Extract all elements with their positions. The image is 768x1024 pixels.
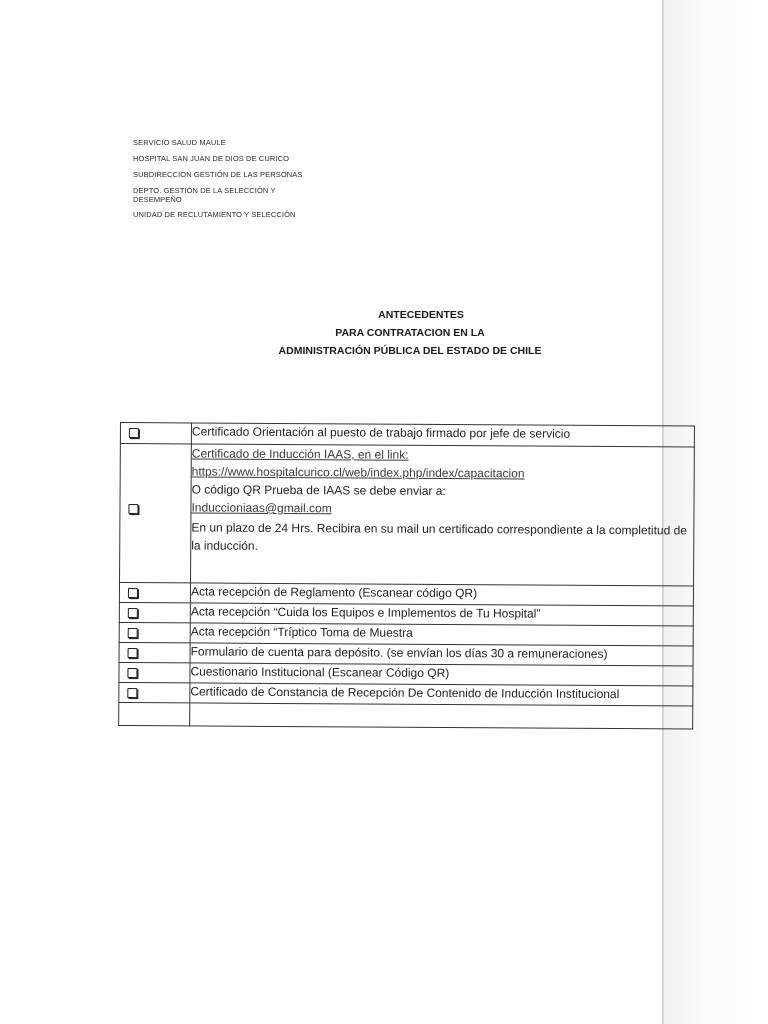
item-orientation-certificate: Certificado Orientación al puesto de trabajo firmado por jefe de servicio [191, 424, 571, 441]
delivery-note: En un plazo de 24 Hrs. Recibira en su mail un certificado correspondiente a la completitud de la inducción. [191, 520, 688, 553]
title-line-2: PARA CONTRATACION EN LA [335, 327, 485, 339]
institution-header [133, 138, 333, 226]
checkbox[interactable] [127, 668, 137, 678]
checkbox[interactable] [127, 688, 137, 698]
item-equipment-act: Acta recepción “Cuida los Equipos e Implementos de Tu Hospital” [190, 604, 541, 621]
header-line-unit: UNIDAD DE RECLUTAMIENTO Y SELECCIÓN [133, 210, 296, 219]
header-line-service: SERVICIO SALUD MAULE [133, 138, 226, 147]
checkbox[interactable] [128, 608, 138, 618]
header-line-hospital: HOSPITAL SAN JUAN DE DIOS DE CURICO [133, 154, 290, 163]
item-sample-act: Acta recepción “Tríptico Toma de Muestra [190, 624, 413, 640]
iaas-url-link[interactable]: https://www.hospitalcurico.cl/web/index.php/index/capacitacion [191, 464, 525, 481]
checkbox[interactable] [128, 504, 138, 514]
empty-cell [190, 703, 693, 729]
header-line-subdirection: SUBDIRECCION GESTIÓN DE LAS PERSONAS [133, 170, 303, 179]
iaas-email-link[interactable]: Induccioniaas@gmail.com [191, 500, 332, 516]
title-line-3: ADMINISTRACIÓN PÚBLICA DEL ESTADO DE CHILE [278, 345, 542, 357]
qr-instructions: O código QR Prueba de IAAS se debe enviar a: [191, 482, 446, 498]
checklist-table [118, 422, 695, 730]
item-induction-receipt: Certificado de Constancia de Recepción De Contenido de Inducción Institucional [190, 684, 620, 702]
checkbox[interactable] [128, 628, 138, 638]
item-institutional-questionnaire: Cuestionario Institucional (Escanear Código QR) [190, 664, 450, 681]
title-line-1: ANTECEDENTES [378, 309, 464, 321]
table-row [120, 444, 695, 587]
item-regulation-act: Acta recepción de Reglamento (Escanear código QR) [190, 584, 478, 601]
header-line-department: DEPTO. GESTIÓN DE LA SELECCIÓN Y DESEMPEÑO [133, 186, 276, 204]
document-title [230, 306, 590, 360]
iaas-certificate-link-label[interactable]: Certificado de Inducción IAAS, en el link: [191, 446, 409, 462]
table-row [119, 702, 693, 729]
item-deposit-form: Formulario de cuenta para depósito. (se envían los días 30 a remuneraciones) [190, 644, 608, 661]
requirements-checklist [118, 422, 695, 730]
empty-cell [119, 702, 190, 725]
checkbox[interactable] [128, 588, 138, 598]
checkbox[interactable] [129, 428, 139, 438]
checkbox[interactable] [128, 648, 138, 658]
